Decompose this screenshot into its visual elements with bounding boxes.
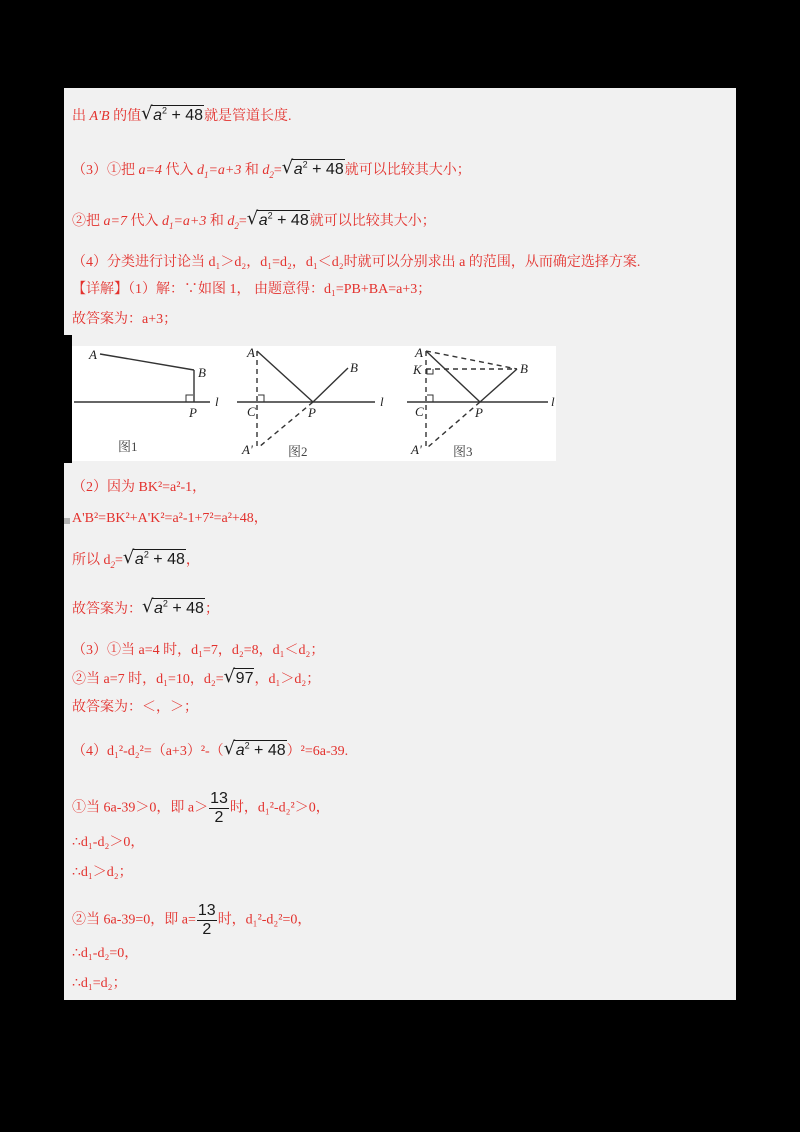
text-line-therefore4: ∴d₁=d₂； [72, 976, 127, 991]
text-line-part3-a4: （3）①当 a=4 时，d₁=7，d₂=8，d₁＜d₂； [72, 643, 325, 658]
text: （1）解：∵如图 1， 由题意得：d₁=PB+BA=a+3； [128, 282, 432, 297]
svg-text:l: l [380, 394, 384, 409]
svg-text:P: P [475, 405, 483, 420]
svg-text:A': A' [242, 442, 253, 457]
svg-text:B: B [350, 360, 358, 375]
sqrt-expression: √ $a^2 + 48$ [124, 550, 186, 571]
text-line-part2-d2: 所以 $d_2=$ √ $a^2 + 48$， [72, 550, 200, 571]
svg-text:A': A' [411, 442, 422, 457]
svg-text:C: C [415, 404, 424, 419]
sqrt-expression: √ $a^2 + 48$ [142, 106, 204, 127]
svg-text:P: P [308, 405, 316, 420]
segment-label: A'B [89, 109, 110, 124]
text-line-answer2: 故答案为： √ $a^2 + 48$； [72, 599, 219, 620]
svg-text:图3: 图3 [453, 444, 473, 459]
svg-text:K: K [413, 362, 422, 377]
text-line-part3-case2: ②把 a=7 代入 $d_1=a+3$ 和 $d_2=$ √ $a^2 + 48$就可以比较其大小； [72, 211, 436, 232]
svg-text:图1: 图1 [118, 439, 138, 454]
text-line-answer1: 故答案为：a+3； [72, 312, 178, 327]
text: 就是管道长度. [204, 109, 292, 124]
svg-text:l: l [551, 394, 555, 409]
text-line-therefore1: ∴d₁-d₂＞0， [72, 835, 145, 850]
svg-text:l: l [215, 394, 219, 409]
svg-text:B: B [198, 365, 206, 380]
text-line-part3-a7: ②当 a=7 时，d₁=10，d₂= √ 97，d₁＞d₂； [72, 669, 320, 690]
text-line-therefore3: ∴d₁-d₂=0， [72, 946, 139, 961]
scan-artifact [64, 518, 70, 524]
sqrt-expression: √ 97 [225, 669, 255, 690]
text: 出 [72, 109, 90, 124]
text-line-part3-case1: （3）①把 a=4 代入 $d_1=a+3$ 和 $d_2=$ √ $a^2 + 48$就可以比较其大小； [72, 160, 471, 181]
svg-text:B: B [520, 361, 528, 376]
geometry-figure [72, 346, 556, 461]
text-line-therefore2: ∴d₁＞d₂； [72, 865, 133, 880]
text-line-answer3: 故答案为：＜，＞； [72, 700, 198, 715]
sqrt-expression: √ $a^2 + 48$ [143, 599, 205, 620]
sqrt-expression: √ $a^2 + 48$ [283, 160, 345, 181]
fig1-label-a: A [89, 347, 97, 362]
text-line-part4-difference: （4）d₁²-d₂²=（a+3）²-（ √ $a^2 + 48)^2=6a-39$. [72, 741, 348, 762]
svg-text:C: C [247, 404, 256, 419]
solution-bracket-label: 【详解】 [72, 282, 128, 297]
sqrt-expression: √ $a^2 + 48$ [248, 211, 310, 232]
fraction: $\frac{13}{2}$ [210, 790, 228, 826]
svg-text:A: A [247, 346, 255, 360]
fraction: $\frac{13}{2}$ [197, 902, 216, 938]
svg-text:A: A [415, 346, 423, 360]
svg-text:P: P [189, 405, 197, 420]
text-line-pipe-length [72, 106, 292, 127]
sqrt-expression: √ $a^2 + 48$ [225, 741, 287, 762]
text-line-part2-ab: A'B²=BK²+A'K²=a²-1+7²=a²+48， [72, 511, 268, 526]
svg-text:图2: 图2 [288, 444, 308, 459]
text: 的值 [109, 109, 142, 124]
text-line-case-equal: ②当 6a-39=0，即 a= $\frac{13}{2}$ 时，d₁²-d₂²=0， [72, 902, 312, 938]
text-line-detailed-solution [72, 280, 431, 300]
text-line-case-greater: ①当 6a-39＞0，即 a＞ $\frac{13}{2}$ 时，d₁²-d₂²＞0， [72, 790, 330, 826]
text-line-part2-bk: （2）因为 BK²=a²-1， [72, 480, 207, 495]
text-line-part4-hint: （4）分类进行讨论当 d₁＞d₂，d₁=d₂，d₁＜d₂时就可以分别求出 a 的范围，从而确定选择方案. [72, 255, 641, 270]
